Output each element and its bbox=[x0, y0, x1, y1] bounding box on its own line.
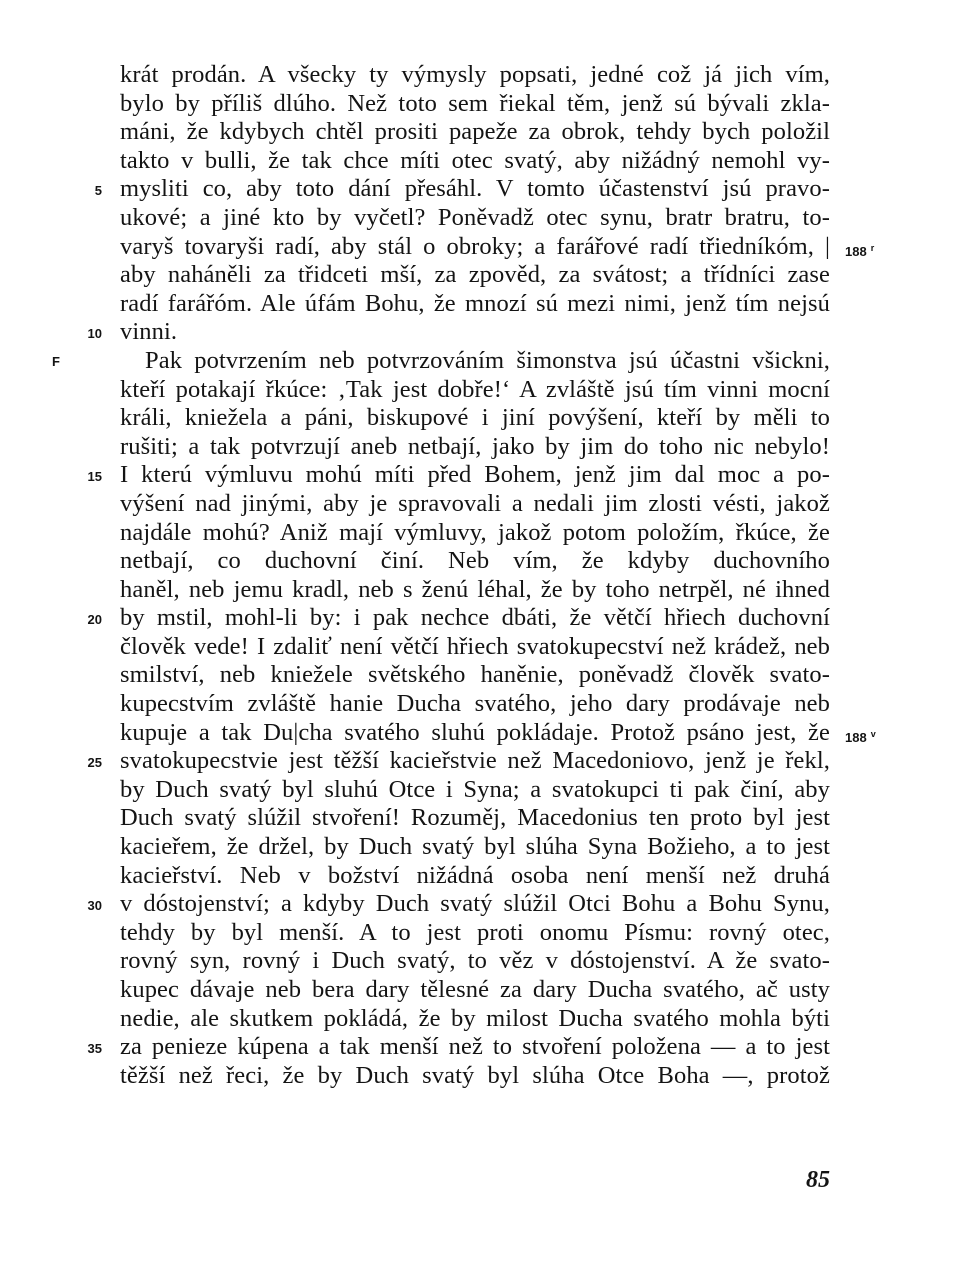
folio-side: r bbox=[870, 242, 875, 253]
line-text: kacieřství. Neb v božství nižádná osoba není menší než druhá bbox=[120, 861, 830, 889]
folio-number: 188 bbox=[845, 729, 867, 745]
text-line bbox=[0, 318, 960, 347]
line-text: krát prodán. A všecky ty výmysly popsati, jedné což já jich vím, bbox=[120, 61, 830, 88]
text-line bbox=[0, 547, 960, 576]
text-line bbox=[0, 147, 960, 176]
text-line bbox=[0, 519, 960, 548]
line-text: člověk vede! I zdaliť není větčí hřiech svatokupecství než krádež, neb bbox=[120, 632, 830, 660]
line-text: mysliti co, aby toto dání přesáhl. V tomto účastenství jsú pravo- bbox=[120, 175, 830, 203]
text-line bbox=[0, 261, 960, 290]
text-line bbox=[0, 776, 960, 805]
text-line bbox=[0, 204, 960, 233]
line-number: 5 bbox=[94, 183, 102, 199]
line-text: kteří potakají řkúce: ‚Tak jest dobře!‘ A zvláště jsú tím vinni mocní bbox=[120, 375, 830, 403]
text-line bbox=[0, 747, 960, 776]
folio-number: 188 bbox=[845, 243, 867, 259]
text-line bbox=[0, 690, 960, 719]
line-text: v dóstojenství; a kdyby Duch svatý slúžil Otci Bohu a Bohu Synu, bbox=[120, 890, 830, 918]
line-text: těžší než řeci, že by Duch svatý byl slúha Otce Boha —, protož bbox=[120, 1061, 830, 1089]
line-text: výšení nad jinými, aby je spravovali a nedali jim zlosti vésti, jakož bbox=[120, 489, 830, 517]
text-line bbox=[0, 404, 960, 433]
line-text: varyš tovaryši radí, aby stál o obroky; a farářové radí třiedníkóm, | bbox=[120, 232, 830, 260]
text-line bbox=[0, 719, 960, 748]
text-line bbox=[0, 604, 960, 633]
line-text: takto v bulli, že tak chce míti otec svatý, aby nižádný nemohl vy- bbox=[120, 146, 830, 174]
line-text: kupec dávaje neb bera dary tělesné za dary Ducha svatého, ač usty bbox=[120, 976, 830, 1003]
text-line bbox=[0, 433, 960, 462]
line-text: rovný syn, rovný i Duch svatý, to věz v dóstojenství. A že svato- bbox=[120, 947, 830, 975]
line-text: ukové; a jiné kto by vyčetl? Poněvadž otec synu, bratr bratru, to- bbox=[120, 203, 830, 231]
text-line bbox=[0, 804, 960, 833]
line-text: máni, že kdybych chtěl prositi papeže za obrok, tehdy bych položil bbox=[120, 118, 830, 146]
line-text: smilství, neb knieželе světského haněnie, poněvadž člověk svato- bbox=[120, 661, 830, 689]
text-line bbox=[0, 90, 960, 119]
line-text: vinni. bbox=[120, 318, 178, 346]
line-text: nedie, ale skutkem pokládá, že by milost Ducha svatého mohla býti bbox=[120, 1004, 830, 1032]
line-number: 35 bbox=[87, 1041, 102, 1057]
line-text: netbají, co duchovní činí. Neb vím, že kdyby duchovního bbox=[120, 547, 830, 575]
text-line bbox=[0, 919, 960, 948]
line-number: 25 bbox=[87, 755, 102, 771]
text-line bbox=[0, 376, 960, 405]
text-line bbox=[0, 661, 960, 690]
line-number: 15 bbox=[87, 469, 102, 485]
line-text: kupuje a tak Du|cha svatého sluhú pokládaje. Protož psáno jest, že bbox=[120, 718, 830, 746]
line-number: 20 bbox=[87, 612, 102, 628]
line-text: aby naháněli za třidceti mší, za zpověd, za svátost; a třídníci zase bbox=[120, 261, 830, 289]
text-line bbox=[0, 833, 960, 862]
line-text: za penieze kúpena a tak menší než to stvoření položena — a to jest bbox=[120, 1033, 830, 1061]
text-line bbox=[0, 347, 960, 376]
text-line bbox=[0, 118, 960, 147]
line-text: I kterú výmluvu mohú míti před Bohem, jenž jim dal moc a po- bbox=[120, 461, 830, 489]
text-line bbox=[0, 175, 960, 204]
text-line bbox=[0, 862, 960, 891]
line-text: kupecstvím zvláště hanie Ducha svatého, jeho dary prodávaje neb bbox=[120, 690, 830, 718]
text-line bbox=[0, 233, 960, 262]
text-line bbox=[0, 490, 960, 519]
line-number: 10 bbox=[87, 326, 102, 342]
folio-side: v bbox=[870, 728, 876, 739]
text-line bbox=[0, 61, 960, 90]
text-line bbox=[0, 576, 960, 605]
line-text: najdále mohú? Aniž mají výmluvy, jakož potom položím, řkúce, že bbox=[120, 518, 830, 546]
line-text: králi, knieželа a páni, biskupové i jiní povýšení, kteří by měli to bbox=[120, 404, 830, 432]
text-line bbox=[0, 1033, 960, 1062]
text-line bbox=[0, 1062, 960, 1091]
text-line bbox=[0, 1005, 960, 1034]
margin-siglum: F bbox=[52, 353, 60, 369]
line-text: tehdy by byl menší. A to jest proti onomu Písmu: rovný otec, bbox=[120, 918, 830, 946]
line-text: Duch svatý slúžil stvoření! Rozuměj, Macedonius ten proto byl jest bbox=[120, 804, 830, 832]
line-text: Pak potvrzením neb potvrzováním šimonstva jsú účastni všickni, bbox=[145, 346, 830, 374]
line-text: by mstil, mohl-li by: i pak nechce dbáti, že větčí hřiech duchovní bbox=[120, 604, 830, 632]
text-line bbox=[0, 890, 960, 919]
page-number: 85 bbox=[806, 1167, 830, 1193]
line-text: svatokupecstvie jest těžší kacieřstvie než Macedoniovo, jenž je řekl, bbox=[120, 747, 830, 775]
text-line bbox=[0, 976, 960, 1005]
line-text: kacieřem, že držel, by Duch svatý byl slúha Syna Božieho, a to jest bbox=[120, 833, 830, 861]
line-text: rušiti; a tak potvrzují aneb netbají, jako by jim do toho nic nebylo! bbox=[120, 432, 830, 460]
text-body bbox=[0, 61, 960, 1090]
text-line bbox=[0, 461, 960, 490]
text-line bbox=[0, 633, 960, 662]
line-text: haněl, neb jemu kradl, neb s ženú léhal, že by toho netrpěl, né ihned bbox=[120, 575, 830, 603]
line-text: bylo by příliš dlúho. Než toto sem řiekal těm, jenž sú bývali zkla- bbox=[120, 89, 830, 117]
line-text: by Duch svatý byl sluhú Otce i Syna; a svatokupci ti pak činí, aby bbox=[120, 775, 830, 803]
line-number: 30 bbox=[87, 898, 102, 914]
text-line bbox=[0, 290, 960, 319]
line-text: radí farářóm. Ale úfám Bohu, že mnozí sú mezi nimi, jenž tím nejsú bbox=[120, 289, 830, 317]
text-line bbox=[0, 947, 960, 976]
